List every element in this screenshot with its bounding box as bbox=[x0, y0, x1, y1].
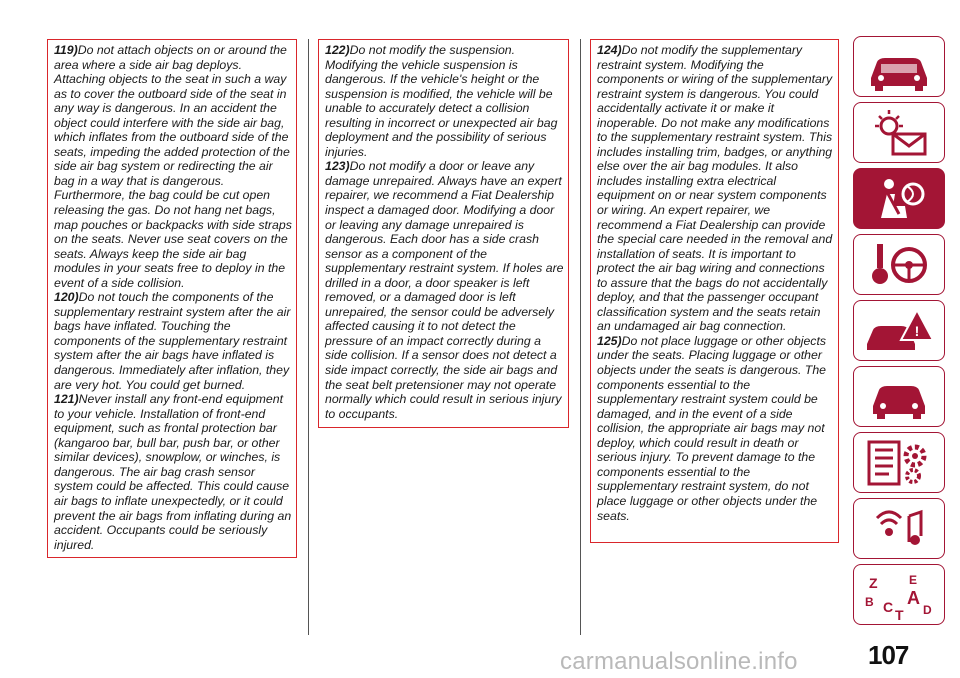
tab-starting-driving[interactable] bbox=[853, 234, 945, 295]
car-dashboard-icon bbox=[859, 40, 939, 94]
warning-124: 124)Do not modify the supplementary restraint system. Modifying the components or wiring of the supplementary restraint system is dangerous. You could accidentally activate it or make it inoperable. Do not make any modifications to the supplementary restraint system. This includes installing trim, badges, or anything else over the air bag modules. It also includes installing extra electrical equipment on or near system components or wiring. An expert repairer, we recommend a Fiat Dealership can provide the special care needed in the removal and installation of seats. It is important to protect the air bag wiring and connections to assure that the bags do not accidentally deploy, and that the passenger occupant classification system and the seats retain an undamaged air bag connection. bbox=[597, 43, 833, 334]
index-letter: E bbox=[909, 572, 918, 587]
watermark: carmanualsonline.info bbox=[560, 648, 798, 675]
tab-index[interactable] bbox=[853, 564, 945, 625]
tab-warning-lights[interactable] bbox=[853, 102, 945, 163]
column-divider bbox=[580, 39, 581, 635]
column-divider bbox=[308, 39, 309, 635]
tab-emergency[interactable] bbox=[853, 300, 945, 361]
index-letter: T bbox=[895, 606, 904, 622]
key-steering-wheel-icon bbox=[859, 238, 939, 292]
warning-121: 121)Never install any front-end equipment to your vehicle. Installation of front-end equipment, such as frontal protection bar (kangaroo bar, bull bar, push bar, or other similar devices), snowplow, or winches, is dangerous. The air bag crash sensor system could be affected. This could cause air bags to inflate unexpectedly, or it could prevent the air bags from inflating during an accident. Occupants could be seriously injured. bbox=[54, 392, 292, 552]
warning-119: 119)Do not attach objects on or around the area where a side air bag deploys. Attaching objects to the seat in such a way as to cover the outboard side of the seat in any way is dangerous. In an accident the object could interfere with the side air bag, which inflates from the outboard side of the seats, impeding the added protection of the side air bag system or redirecting the air bag in a way that is dangerous. Furthermore, the bag could be cut open releasing the gas. Do not hang net bags, map pouches or backpacks with side straps on the seats. Never use seat covers on the seats. Always keep the side air bag modules in your seats free to deploy in the event of a side collision. bbox=[54, 43, 292, 290]
index-letter: A bbox=[907, 587, 920, 608]
tab-service[interactable] bbox=[853, 366, 945, 427]
tab-dashboard[interactable] bbox=[853, 36, 945, 97]
car-service-icon bbox=[859, 370, 939, 424]
warning-122: 122)Do not modify the suspension. Modifying the vehicle suspension is dangerous. If the vehicle's height or the suspension is modified, the vehicle will be unable to accurately detect a collision resulting in incorrect or unexpected air bag deployment and the possibility of serious injuries. bbox=[325, 43, 558, 159]
airbag-seat-icon bbox=[859, 172, 939, 226]
page-number: 107 bbox=[868, 640, 909, 670]
specifications-gear-icon bbox=[859, 436, 939, 490]
svg-text:!: ! bbox=[914, 322, 920, 339]
warning-box-col3 bbox=[590, 39, 839, 543]
alphabetical-index-icon bbox=[859, 568, 939, 622]
warning-125: 125)Do not place luggage or other objects under the seats. Placing luggage or other objects under the seats is dangerous. The components essential to the supplementary restraint system could be damaged, and in the event of a side collision, the appropriate air bags may not deploy, which could result in death or serious injury. To prevent damage to the components essential to the supplementary restraint system, do not place luggage or other objects under the seats. bbox=[597, 333, 827, 523]
index-letter: D bbox=[923, 602, 932, 617]
multimedia-music-icon bbox=[859, 502, 939, 556]
tab-multimedia[interactable] bbox=[853, 498, 945, 559]
warning-120: 120)Do not touch the components of the supplementary restraint system after the air bags have inflated. Touching the components of the supplementary restraint system after the air bags have inflated is dangerous. Immediately after inflation, they are very hot. You could get burned. bbox=[54, 290, 291, 392]
warning-lights-icon bbox=[859, 106, 939, 160]
index-letter: C bbox=[883, 598, 894, 615]
index-letter: Z bbox=[869, 574, 878, 591]
tab-specifications[interactable] bbox=[853, 432, 945, 493]
warning-box-col2 bbox=[318, 39, 569, 428]
tab-safety[interactable] bbox=[853, 168, 945, 229]
car-warning-triangle-icon bbox=[859, 304, 939, 358]
index-letter: B bbox=[865, 594, 874, 609]
warning-box-col1 bbox=[47, 39, 297, 558]
warning-123: 123)Do not modify a door or leave any damage unrepaired. Always have an expert repairer, we recommend a Fiat Dealership inspect a damaged door. Modifying a door or leaving any damage unrepaired is dangerous. Each door has a side crash sensor as a component of the supplementary restraint system. If holes are drilled in a door, a door speaker is left removed, or a damaged door is left unrepaired, the sensor could be adversely affected causing it to not detect the pressure of an impact correctly during a side collision. If a sensor does not detect a side impact correctly, the side air bags and the seat belt pretensioner may not operate normally which could result in serious injury to occupants. bbox=[325, 159, 564, 421]
